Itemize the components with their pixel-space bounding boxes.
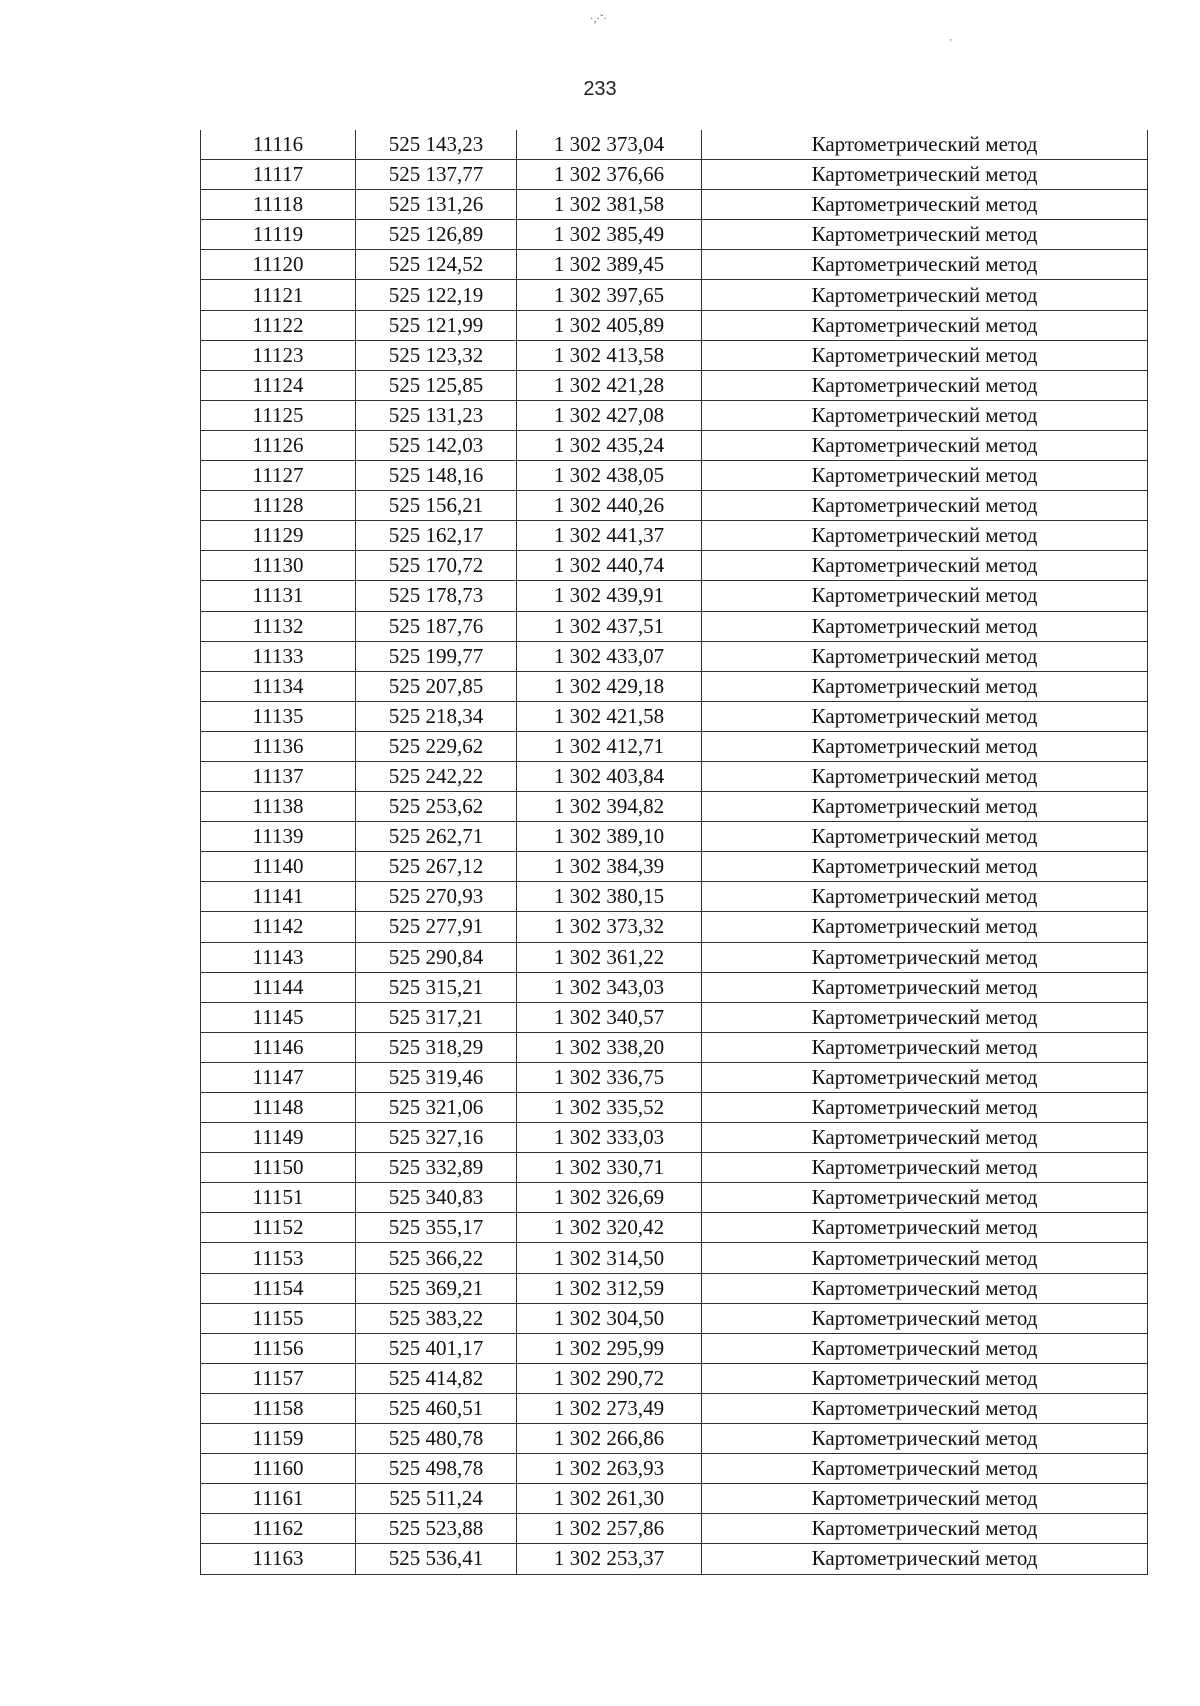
point-number-cell: 11156 bbox=[201, 1333, 356, 1363]
scan-speck-top: ·‚·ˇ· bbox=[590, 14, 607, 25]
x-coordinate-cell: 525 162,17 bbox=[356, 521, 517, 551]
x-coordinate-cell: 525 290,84 bbox=[356, 942, 517, 972]
x-coordinate-cell: 525 369,21 bbox=[356, 1273, 517, 1303]
method-cell: Картометрический метод bbox=[702, 1273, 1148, 1303]
table-row bbox=[201, 701, 1148, 731]
point-number-cell: 11148 bbox=[201, 1093, 356, 1123]
table-row bbox=[201, 671, 1148, 701]
method-cell: Картометрический метод bbox=[702, 701, 1148, 731]
x-coordinate-cell: 525 327,16 bbox=[356, 1123, 517, 1153]
method-cell: Картометрический метод bbox=[702, 1333, 1148, 1363]
table-row bbox=[201, 1454, 1148, 1484]
point-number-cell: 11129 bbox=[201, 521, 356, 551]
table-row bbox=[201, 1424, 1148, 1454]
method-cell: Картометрический метод bbox=[702, 1544, 1148, 1574]
x-coordinate-cell: 525 355,17 bbox=[356, 1213, 517, 1243]
y-coordinate-cell: 1 302 439,91 bbox=[517, 581, 702, 611]
point-number-cell: 11133 bbox=[201, 641, 356, 671]
y-coordinate-cell: 1 302 440,74 bbox=[517, 551, 702, 581]
x-coordinate-cell: 525 218,34 bbox=[356, 701, 517, 731]
table-row bbox=[201, 1243, 1148, 1273]
y-coordinate-cell: 1 302 338,20 bbox=[517, 1032, 702, 1062]
table-row bbox=[201, 250, 1148, 280]
method-cell: Картометрический метод bbox=[702, 250, 1148, 280]
method-cell: Картометрический метод bbox=[702, 340, 1148, 370]
method-cell: Картометрический метод bbox=[702, 1002, 1148, 1032]
point-number-cell: 11116 bbox=[201, 130, 356, 160]
y-coordinate-cell: 1 302 405,89 bbox=[517, 310, 702, 340]
y-coordinate-cell: 1 302 380,15 bbox=[517, 882, 702, 912]
y-coordinate-cell: 1 302 403,84 bbox=[517, 761, 702, 791]
method-cell: Картометрический метод bbox=[702, 160, 1148, 190]
method-cell: Картометрический метод bbox=[702, 581, 1148, 611]
point-number-cell: 11128 bbox=[201, 491, 356, 521]
point-number-cell: 11141 bbox=[201, 882, 356, 912]
method-cell: Картометрический метод bbox=[702, 641, 1148, 671]
point-number-cell: 11162 bbox=[201, 1514, 356, 1544]
table-row bbox=[201, 280, 1148, 310]
method-cell: Картометрический метод bbox=[702, 491, 1148, 521]
y-coordinate-cell: 1 302 343,03 bbox=[517, 972, 702, 1002]
x-coordinate-cell: 525 122,19 bbox=[356, 280, 517, 310]
point-number-cell: 11130 bbox=[201, 551, 356, 581]
table-row bbox=[201, 972, 1148, 1002]
method-cell: Картометрический метод bbox=[702, 822, 1148, 852]
method-cell: Картометрический метод bbox=[702, 1213, 1148, 1243]
point-number-cell: 11147 bbox=[201, 1062, 356, 1092]
method-cell: Картометрический метод bbox=[702, 1363, 1148, 1393]
x-coordinate-cell: 525 315,21 bbox=[356, 972, 517, 1002]
point-number-cell: 11123 bbox=[201, 340, 356, 370]
point-number-cell: 11157 bbox=[201, 1363, 356, 1393]
y-coordinate-cell: 1 302 397,65 bbox=[517, 280, 702, 310]
y-coordinate-cell: 1 302 335,52 bbox=[517, 1093, 702, 1123]
y-coordinate-cell: 1 302 261,30 bbox=[517, 1484, 702, 1514]
method-cell: Картометрический метод bbox=[702, 1484, 1148, 1514]
point-number-cell: 11153 bbox=[201, 1243, 356, 1273]
coordinates-table bbox=[200, 130, 1148, 1575]
y-coordinate-cell: 1 302 394,82 bbox=[517, 792, 702, 822]
x-coordinate-cell: 525 317,21 bbox=[356, 1002, 517, 1032]
point-number-cell: 11144 bbox=[201, 972, 356, 1002]
y-coordinate-cell: 1 302 438,05 bbox=[517, 461, 702, 491]
point-number-cell: 11135 bbox=[201, 701, 356, 731]
point-number-cell: 11140 bbox=[201, 852, 356, 882]
y-coordinate-cell: 1 302 433,07 bbox=[517, 641, 702, 671]
x-coordinate-cell: 525 480,78 bbox=[356, 1424, 517, 1454]
y-coordinate-cell: 1 302 257,86 bbox=[517, 1514, 702, 1544]
point-number-cell: 11117 bbox=[201, 160, 356, 190]
method-cell: Картометрический метод bbox=[702, 370, 1148, 400]
table-row bbox=[201, 1032, 1148, 1062]
table-row bbox=[201, 1093, 1148, 1123]
table-row bbox=[201, 1363, 1148, 1393]
point-number-cell: 11145 bbox=[201, 1002, 356, 1032]
table-row bbox=[201, 1333, 1148, 1363]
table-row bbox=[201, 190, 1148, 220]
y-coordinate-cell: 1 302 437,51 bbox=[517, 611, 702, 641]
point-number-cell: 11118 bbox=[201, 190, 356, 220]
point-number-cell: 11151 bbox=[201, 1183, 356, 1213]
page-number: 233 bbox=[583, 78, 617, 100]
y-coordinate-cell: 1 302 376,66 bbox=[517, 160, 702, 190]
x-coordinate-cell: 525 242,22 bbox=[356, 761, 517, 791]
table-row bbox=[201, 370, 1148, 400]
y-coordinate-cell: 1 302 336,75 bbox=[517, 1062, 702, 1092]
table-row bbox=[201, 461, 1148, 491]
point-number-cell: 11161 bbox=[201, 1484, 356, 1514]
point-number-cell: 11136 bbox=[201, 731, 356, 761]
point-number-cell: 11160 bbox=[201, 1454, 356, 1484]
point-number-cell: 11124 bbox=[201, 370, 356, 400]
x-coordinate-cell: 525 156,21 bbox=[356, 491, 517, 521]
y-coordinate-cell: 1 302 314,50 bbox=[517, 1243, 702, 1273]
y-coordinate-cell: 1 302 373,04 bbox=[517, 130, 702, 160]
y-coordinate-cell: 1 302 412,71 bbox=[517, 731, 702, 761]
y-coordinate-cell: 1 302 361,22 bbox=[517, 942, 702, 972]
y-coordinate-cell: 1 302 413,58 bbox=[517, 340, 702, 370]
x-coordinate-cell: 525 137,77 bbox=[356, 160, 517, 190]
point-number-cell: 11142 bbox=[201, 912, 356, 942]
point-number-cell: 11119 bbox=[201, 220, 356, 250]
y-coordinate-cell: 1 302 320,42 bbox=[517, 1213, 702, 1243]
method-cell: Картометрический метод bbox=[702, 1123, 1148, 1153]
point-number-cell: 11143 bbox=[201, 942, 356, 972]
point-number-cell: 11149 bbox=[201, 1123, 356, 1153]
method-cell: Картометрический метод bbox=[702, 731, 1148, 761]
table-row bbox=[201, 611, 1148, 641]
method-cell: Картометрический метод bbox=[702, 671, 1148, 701]
method-cell: Картометрический метод bbox=[702, 190, 1148, 220]
table-row bbox=[201, 310, 1148, 340]
point-number-cell: 11127 bbox=[201, 461, 356, 491]
method-cell: Картометрический метод bbox=[702, 1393, 1148, 1423]
table-row bbox=[201, 852, 1148, 882]
table-row bbox=[201, 641, 1148, 671]
point-number-cell: 11155 bbox=[201, 1303, 356, 1333]
x-coordinate-cell: 525 321,06 bbox=[356, 1093, 517, 1123]
x-coordinate-cell: 525 131,26 bbox=[356, 190, 517, 220]
x-coordinate-cell: 525 124,52 bbox=[356, 250, 517, 280]
x-coordinate-cell: 525 270,93 bbox=[356, 882, 517, 912]
point-number-cell: 11146 bbox=[201, 1032, 356, 1062]
method-cell: Картометрический метод bbox=[702, 1062, 1148, 1092]
table-row bbox=[201, 1544, 1148, 1574]
x-coordinate-cell: 525 142,03 bbox=[356, 430, 517, 460]
method-cell: Картометрический метод bbox=[702, 400, 1148, 430]
scan-speck-right: ' bbox=[950, 38, 952, 49]
x-coordinate-cell: 525 340,83 bbox=[356, 1183, 517, 1213]
y-coordinate-cell: 1 302 340,57 bbox=[517, 1002, 702, 1032]
y-coordinate-cell: 1 302 440,26 bbox=[517, 491, 702, 521]
table-row bbox=[201, 761, 1148, 791]
point-number-cell: 11122 bbox=[201, 310, 356, 340]
y-coordinate-cell: 1 302 435,24 bbox=[517, 430, 702, 460]
y-coordinate-cell: 1 302 295,99 bbox=[517, 1333, 702, 1363]
method-cell: Картометрический метод bbox=[702, 1514, 1148, 1544]
y-coordinate-cell: 1 302 389,45 bbox=[517, 250, 702, 280]
y-coordinate-cell: 1 302 389,10 bbox=[517, 822, 702, 852]
table-row bbox=[201, 340, 1148, 370]
x-coordinate-cell: 525 148,16 bbox=[356, 461, 517, 491]
y-coordinate-cell: 1 302 384,39 bbox=[517, 852, 702, 882]
y-coordinate-cell: 1 302 263,93 bbox=[517, 1454, 702, 1484]
x-coordinate-cell: 525 126,89 bbox=[356, 220, 517, 250]
table-row bbox=[201, 1393, 1148, 1423]
point-number-cell: 11131 bbox=[201, 581, 356, 611]
table-row bbox=[201, 1153, 1148, 1183]
x-coordinate-cell: 525 262,71 bbox=[356, 822, 517, 852]
y-coordinate-cell: 1 302 253,37 bbox=[517, 1544, 702, 1574]
x-coordinate-cell: 525 199,77 bbox=[356, 641, 517, 671]
y-coordinate-cell: 1 302 385,49 bbox=[517, 220, 702, 250]
x-coordinate-cell: 525 143,23 bbox=[356, 130, 517, 160]
table-row bbox=[201, 130, 1148, 160]
method-cell: Картометрический метод bbox=[702, 972, 1148, 1002]
table-row bbox=[201, 731, 1148, 761]
method-cell: Картометрический метод bbox=[702, 1093, 1148, 1123]
table-row bbox=[201, 1002, 1148, 1032]
point-number-cell: 11138 bbox=[201, 792, 356, 822]
method-cell: Картометрический метод bbox=[702, 1183, 1148, 1213]
x-coordinate-cell: 525 319,46 bbox=[356, 1062, 517, 1092]
table-row bbox=[201, 1303, 1148, 1333]
table-row bbox=[201, 1183, 1148, 1213]
y-coordinate-cell: 1 302 441,37 bbox=[517, 521, 702, 551]
x-coordinate-cell: 525 187,76 bbox=[356, 611, 517, 641]
x-coordinate-cell: 525 401,17 bbox=[356, 1333, 517, 1363]
x-coordinate-cell: 525 277,91 bbox=[356, 912, 517, 942]
method-cell: Картометрический метод bbox=[702, 521, 1148, 551]
x-coordinate-cell: 525 536,41 bbox=[356, 1544, 517, 1574]
coordinates-table-body bbox=[201, 130, 1148, 1574]
method-cell: Картометрический метод bbox=[702, 220, 1148, 250]
x-coordinate-cell: 525 332,89 bbox=[356, 1153, 517, 1183]
x-coordinate-cell: 525 498,78 bbox=[356, 1454, 517, 1484]
y-coordinate-cell: 1 302 427,08 bbox=[517, 400, 702, 430]
method-cell: Картометрический метод bbox=[702, 792, 1148, 822]
table-row bbox=[201, 1213, 1148, 1243]
method-cell: Картометрический метод bbox=[702, 1153, 1148, 1183]
y-coordinate-cell: 1 302 326,69 bbox=[517, 1183, 702, 1213]
point-number-cell: 11159 bbox=[201, 1424, 356, 1454]
method-cell: Картометрический метод bbox=[702, 1424, 1148, 1454]
table-row bbox=[201, 581, 1148, 611]
y-coordinate-cell: 1 302 381,58 bbox=[517, 190, 702, 220]
table-row bbox=[201, 430, 1148, 460]
y-coordinate-cell: 1 302 290,72 bbox=[517, 1363, 702, 1393]
table-row bbox=[201, 551, 1148, 581]
x-coordinate-cell: 525 383,22 bbox=[356, 1303, 517, 1333]
method-cell: Картометрический метод bbox=[702, 280, 1148, 310]
point-number-cell: 11137 bbox=[201, 761, 356, 791]
method-cell: Картометрический метод bbox=[702, 430, 1148, 460]
x-coordinate-cell: 525 511,24 bbox=[356, 1484, 517, 1514]
y-coordinate-cell: 1 302 330,71 bbox=[517, 1153, 702, 1183]
point-number-cell: 11158 bbox=[201, 1393, 356, 1423]
x-coordinate-cell: 525 253,62 bbox=[356, 792, 517, 822]
table-row bbox=[201, 1062, 1148, 1092]
x-coordinate-cell: 525 131,23 bbox=[356, 400, 517, 430]
x-coordinate-cell: 525 318,29 bbox=[356, 1032, 517, 1062]
method-cell: Картометрический метод bbox=[702, 1032, 1148, 1062]
x-coordinate-cell: 525 366,22 bbox=[356, 1243, 517, 1273]
table-row bbox=[201, 521, 1148, 551]
method-cell: Картометрический метод bbox=[702, 1243, 1148, 1273]
x-coordinate-cell: 525 267,12 bbox=[356, 852, 517, 882]
y-coordinate-cell: 1 302 333,03 bbox=[517, 1123, 702, 1153]
y-coordinate-cell: 1 302 312,59 bbox=[517, 1273, 702, 1303]
table-row bbox=[201, 400, 1148, 430]
point-number-cell: 11132 bbox=[201, 611, 356, 641]
table-row bbox=[201, 912, 1148, 942]
point-number-cell: 11152 bbox=[201, 1213, 356, 1243]
point-number-cell: 11154 bbox=[201, 1273, 356, 1303]
y-coordinate-cell: 1 302 421,58 bbox=[517, 701, 702, 731]
method-cell: Картометрический метод bbox=[702, 551, 1148, 581]
x-coordinate-cell: 525 170,72 bbox=[356, 551, 517, 581]
table-row bbox=[201, 1484, 1148, 1514]
method-cell: Картометрический метод bbox=[702, 882, 1148, 912]
y-coordinate-cell: 1 302 429,18 bbox=[517, 671, 702, 701]
table-row bbox=[201, 822, 1148, 852]
x-coordinate-cell: 525 523,88 bbox=[356, 1514, 517, 1544]
x-coordinate-cell: 525 229,62 bbox=[356, 731, 517, 761]
table-row bbox=[201, 1514, 1148, 1544]
table-row bbox=[201, 220, 1148, 250]
point-number-cell: 11120 bbox=[201, 250, 356, 280]
method-cell: Картометрический метод bbox=[702, 1303, 1148, 1333]
table-row bbox=[201, 1273, 1148, 1303]
x-coordinate-cell: 525 414,82 bbox=[356, 1363, 517, 1393]
point-number-cell: 11126 bbox=[201, 430, 356, 460]
method-cell: Картометрический метод bbox=[702, 461, 1148, 491]
method-cell: Картометрический метод bbox=[702, 1454, 1148, 1484]
table-row bbox=[201, 491, 1148, 521]
method-cell: Картометрический метод bbox=[702, 912, 1148, 942]
point-number-cell: 11125 bbox=[201, 400, 356, 430]
method-cell: Картометрический метод bbox=[702, 852, 1148, 882]
method-cell: Картометрический метод bbox=[702, 611, 1148, 641]
y-coordinate-cell: 1 302 266,86 bbox=[517, 1424, 702, 1454]
point-number-cell: 11150 bbox=[201, 1153, 356, 1183]
method-cell: Картометрический метод bbox=[702, 130, 1148, 160]
point-number-cell: 11121 bbox=[201, 280, 356, 310]
y-coordinate-cell: 1 302 304,50 bbox=[517, 1303, 702, 1333]
method-cell: Картометрический метод bbox=[702, 310, 1148, 340]
point-number-cell: 11139 bbox=[201, 822, 356, 852]
table-row bbox=[201, 882, 1148, 912]
x-coordinate-cell: 525 121,99 bbox=[356, 310, 517, 340]
table-row bbox=[201, 1123, 1148, 1153]
table-row bbox=[201, 160, 1148, 190]
point-number-cell: 11163 bbox=[201, 1544, 356, 1574]
table-row bbox=[201, 942, 1148, 972]
x-coordinate-cell: 525 125,85 bbox=[356, 370, 517, 400]
x-coordinate-cell: 525 460,51 bbox=[356, 1393, 517, 1423]
x-coordinate-cell: 525 178,73 bbox=[356, 581, 517, 611]
x-coordinate-cell: 525 207,85 bbox=[356, 671, 517, 701]
y-coordinate-cell: 1 302 421,28 bbox=[517, 370, 702, 400]
method-cell: Картометрический метод bbox=[702, 761, 1148, 791]
y-coordinate-cell: 1 302 373,32 bbox=[517, 912, 702, 942]
method-cell: Картометрический метод bbox=[702, 942, 1148, 972]
y-coordinate-cell: 1 302 273,49 bbox=[517, 1393, 702, 1423]
point-number-cell: 11134 bbox=[201, 671, 356, 701]
table-row bbox=[201, 792, 1148, 822]
x-coordinate-cell: 525 123,32 bbox=[356, 340, 517, 370]
